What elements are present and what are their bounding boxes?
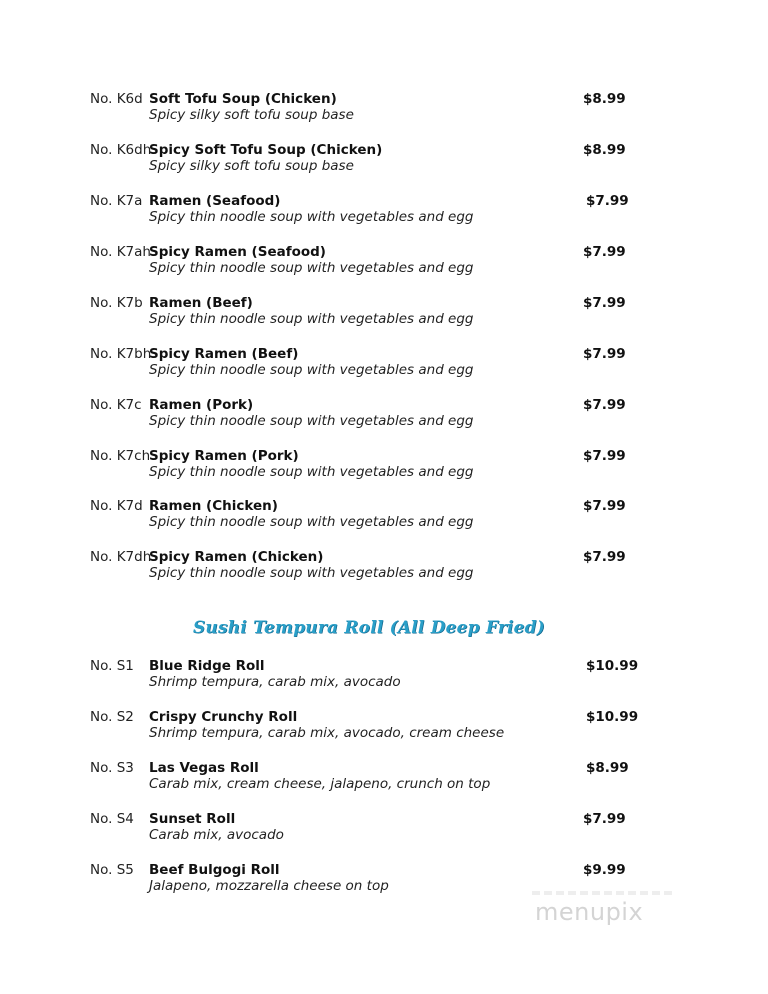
item-name: Beef Bulgogi Roll — [149, 862, 280, 878]
item-price: $8.99 — [583, 142, 626, 158]
item-price: $9.99 — [583, 862, 626, 878]
list-item — [0, 142, 768, 182]
list-item — [0, 295, 768, 335]
item-price: $7.99 — [583, 448, 626, 464]
item-description: Carab mix, cream cheese, jalapeno, crunch on top — [149, 776, 491, 792]
item-name: Crispy Crunchy Roll — [149, 709, 298, 725]
list-item — [0, 498, 768, 538]
item-name: Soft Tofu Soup (Chicken) — [149, 91, 337, 107]
list-item — [0, 658, 768, 698]
item-description: Jalapeno, mozzarella cheese on top — [149, 878, 389, 894]
item-name: Ramen (Pork) — [149, 397, 254, 413]
item-code: No. K7bh — [90, 346, 152, 362]
item-description: Spicy thin noodle soup with vegetables and egg — [149, 209, 474, 225]
item-name: Ramen (Seafood) — [149, 193, 281, 209]
item-description: Spicy thin noodle soup with vegetables and egg — [149, 311, 474, 327]
item-description: Spicy silky soft tofu soup base — [149, 158, 354, 174]
item-code: No. K7dh — [90, 549, 152, 565]
item-price: $10.99 — [586, 658, 639, 674]
item-code: No. S2 — [90, 709, 134, 725]
item-description: Spicy thin noodle soup with vegetables and egg — [149, 565, 474, 581]
list-item — [0, 244, 768, 284]
item-description: Spicy thin noodle soup with vegetables and egg — [149, 514, 474, 530]
item-description: Carab mix, avocado — [149, 827, 284, 843]
watermark-decoration — [532, 880, 682, 886]
item-description: Spicy thin noodle soup with vegetables and egg — [149, 260, 474, 276]
list-item — [0, 91, 768, 131]
item-code: No. S5 — [90, 862, 134, 878]
list-item — [0, 549, 768, 589]
item-code: No. K6dh — [90, 142, 152, 158]
item-price: $7.99 — [583, 549, 626, 565]
item-name: Spicy Soft Tofu Soup (Chicken) — [149, 142, 383, 158]
item-name: Spicy Ramen (Seafood) — [149, 244, 326, 260]
item-price: $7.99 — [583, 498, 626, 514]
list-item — [0, 709, 768, 749]
list-item — [0, 397, 768, 437]
item-price: $10.99 — [586, 709, 639, 725]
item-description: Shrimp tempura, carab mix, avocado — [149, 674, 401, 690]
item-description: Spicy thin noodle soup with vegetables and egg — [149, 413, 474, 429]
item-code: No. K7b — [90, 295, 143, 311]
item-price: $7.99 — [583, 295, 626, 311]
list-item — [0, 193, 768, 233]
item-name: Spicy Ramen (Chicken) — [149, 549, 324, 565]
item-name: Sunset Roll — [149, 811, 236, 827]
item-code: No. K7d — [90, 498, 143, 514]
item-name: Blue Ridge Roll — [149, 658, 265, 674]
item-code: No. K7ch — [90, 448, 151, 464]
item-code: No. K7ah — [90, 244, 151, 260]
item-price: $7.99 — [583, 244, 626, 260]
item-price: $8.99 — [586, 760, 629, 776]
item-price: $8.99 — [583, 91, 626, 107]
list-item — [0, 346, 768, 386]
item-description: Spicy silky soft tofu soup base — [149, 107, 354, 123]
item-description: Spicy thin noodle soup with vegetables and egg — [149, 464, 474, 480]
item-code: No. S4 — [90, 811, 134, 827]
item-code: No. S1 — [90, 658, 134, 674]
item-code: No. K7a — [90, 193, 143, 209]
item-price: $7.99 — [583, 811, 626, 827]
item-price: $7.99 — [583, 346, 626, 362]
item-code: No. K7c — [90, 397, 142, 413]
list-item — [0, 811, 768, 851]
item-price: $7.99 — [583, 397, 626, 413]
section-title: Sushi Tempura Roll (All Deep Fried) — [192, 618, 546, 638]
item-name: Las Vegas Roll — [149, 760, 259, 776]
item-code: No. S3 — [90, 760, 134, 776]
item-name: Ramen (Chicken) — [149, 498, 278, 514]
item-name: Ramen (Beef) — [149, 295, 253, 311]
list-item — [0, 448, 768, 488]
item-name: Spicy Ramen (Pork) — [149, 448, 299, 464]
watermark-logo: menupix — [535, 898, 644, 926]
item-description: Shrimp tempura, carab mix, avocado, cream cheese — [149, 725, 505, 741]
list-item — [0, 760, 768, 800]
item-description: Spicy thin noodle soup with vegetables and egg — [149, 362, 474, 378]
item-price: $7.99 — [586, 193, 629, 209]
item-name: Spicy Ramen (Beef) — [149, 346, 299, 362]
item-code: No. K6d — [90, 91, 143, 107]
